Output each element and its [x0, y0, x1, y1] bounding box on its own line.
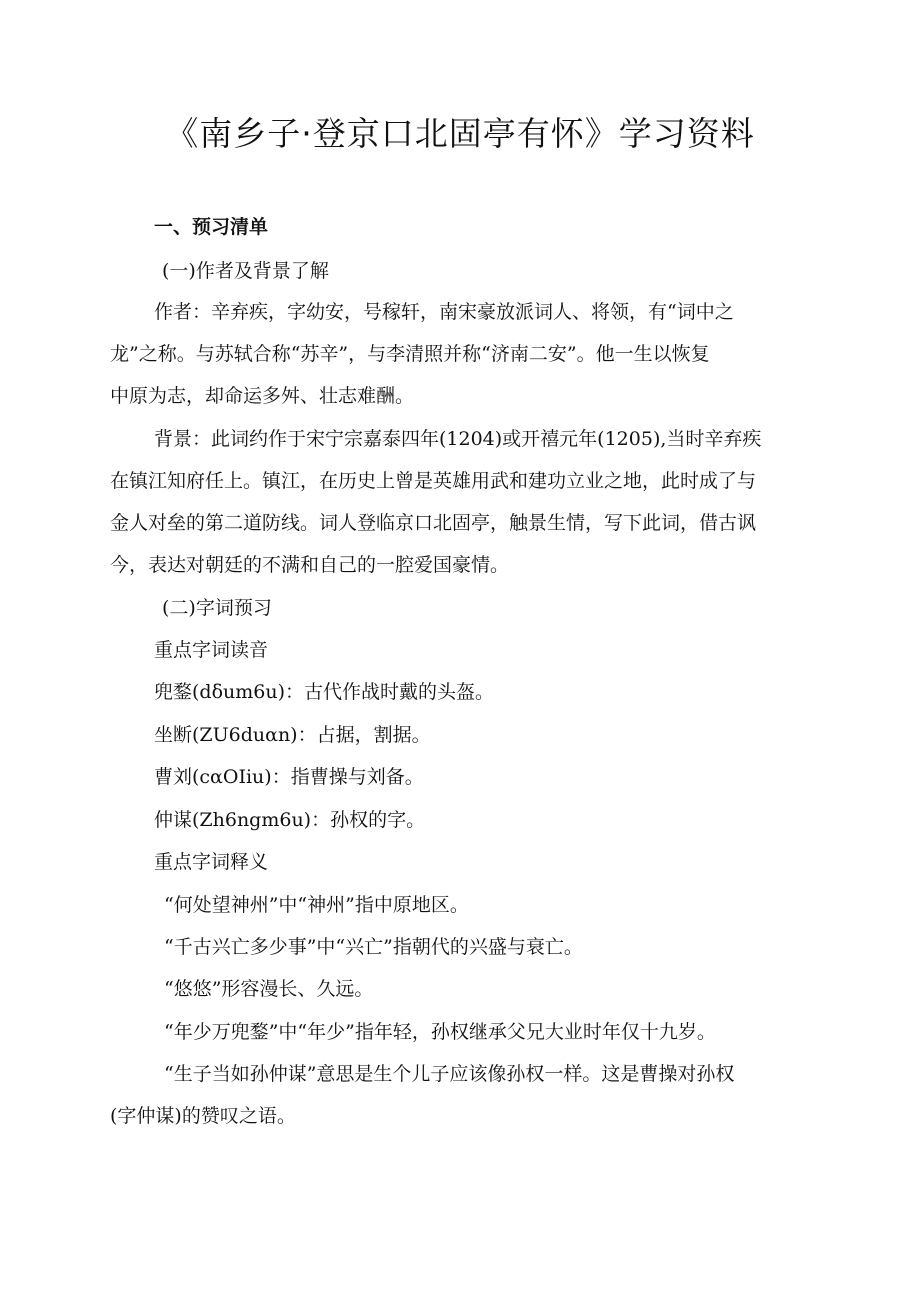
- document-title: 《南乡子·登京口北固亭有怀》学习资料: [165, 114, 755, 153]
- pronunciation-item: 曹刘(cαOIiu)：指曹操与刘备。: [154, 766, 424, 788]
- background-paragraph-line: 在镇江知府任上。镇江，在历史上曾是英雄用武和建功立业之地，此时成了与: [110, 470, 757, 492]
- author-paragraph-line: 中原为志，却命运多舛、壮志难酬。: [110, 385, 415, 407]
- meaning-item: “悠悠”形容漫长、久远。: [164, 978, 374, 1000]
- section-heading-preview: 一、预习清单: [154, 216, 269, 238]
- pronunciation-item: 坐断(ZU6duαn)：占据，割据。: [154, 724, 431, 746]
- background-paragraph-line: 今，表达对朝廷的不满和自己的一腔爱国豪情。: [110, 554, 510, 576]
- background-paragraph-line: 金人对垒的第二道防线。词人登临京口北固亭，触景生情，写下此词，借古讽: [110, 512, 757, 534]
- background-paragraph-line: 背景：此词约作于宋宁宗嘉泰四年(1204)或开禧元年(1205),当时辛弃疾: [154, 428, 762, 450]
- meaning-item: “千古兴亡多少事”中“兴亡”指朝代的兴盛与衰亡。: [164, 936, 583, 958]
- meaning-item: “何处望神州”中“神州”指中原地区。: [164, 894, 469, 916]
- pronunciation-item: 兜鍪(dδum6u)：古代作战时戴的头盔。: [154, 681, 495, 703]
- author-paragraph-line: 作者：辛弃疾，字幼安，号稼轩，南宋豪放派词人、将领，有“词中之: [154, 301, 734, 323]
- meaning-item-continuation: (字仲谋)的赞叹之语。: [110, 1105, 296, 1127]
- subheading-vocabulary: (二)字词预习: [162, 597, 272, 619]
- meaning-item: “生子当如孙仲谋”意思是生个儿子应该像孙权一样。这是曹操对孙权: [164, 1063, 735, 1085]
- subheading-author-background: (一)作者及背景了解: [162, 260, 329, 282]
- meaning-item: “年少万兜鍪”中“年少”指年轻，孙权继承父兄大业时年仅十九岁。: [164, 1021, 716, 1043]
- pronunciation-heading: 重点字词读音: [154, 639, 269, 661]
- pronunciation-item: 仲谋(Zh6ngm6u)：孙权的字。: [154, 809, 426, 831]
- author-paragraph-line: 龙”之称。与苏轼合称“苏辛”，与李清照并称“济南二安”。他一生以恢复: [110, 343, 710, 365]
- meaning-heading: 重点字词释义: [154, 851, 269, 873]
